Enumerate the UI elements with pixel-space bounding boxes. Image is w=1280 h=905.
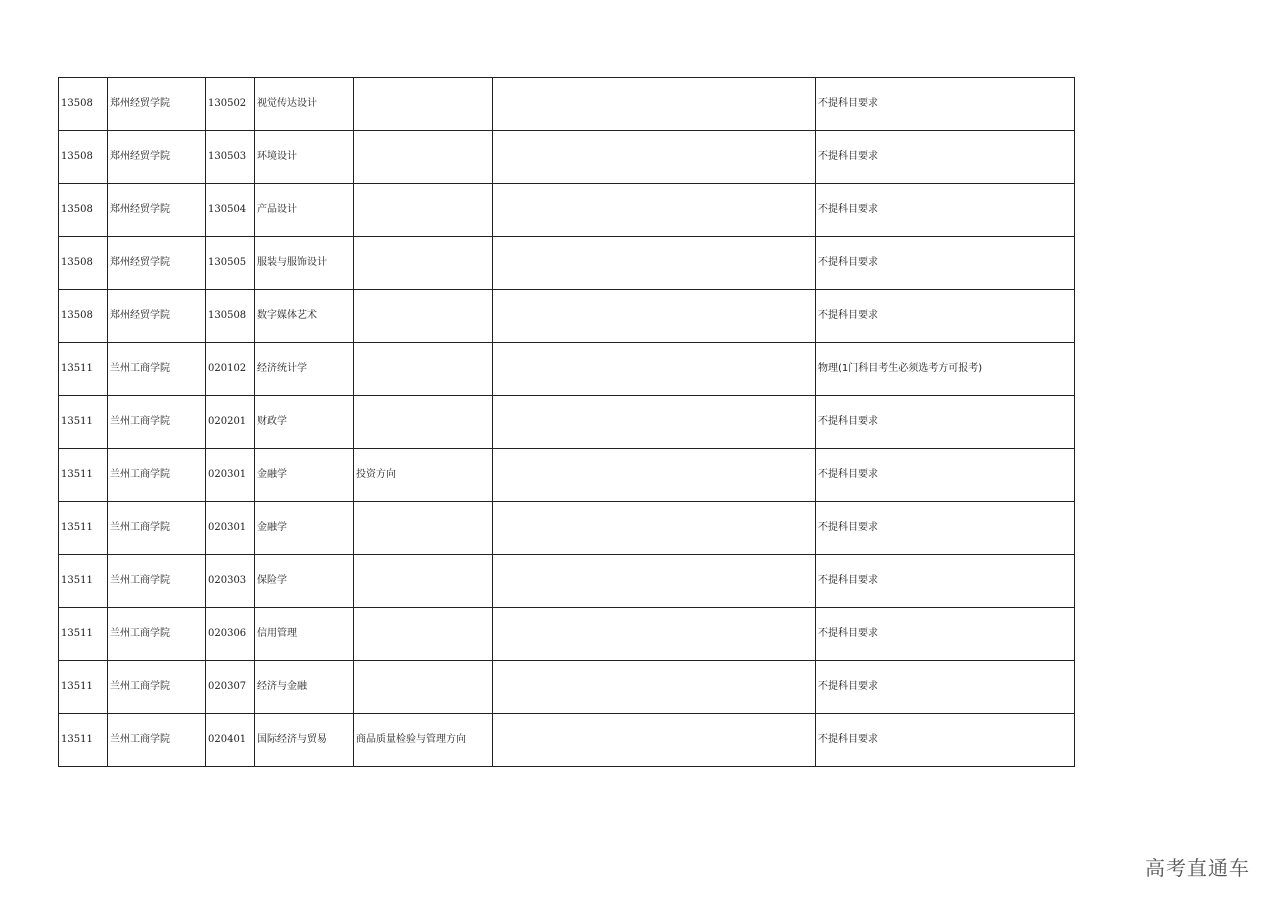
cell-major-code: 020401 [206, 714, 255, 767]
cell-major-name: 金融学 [255, 449, 354, 502]
table-row [59, 290, 1075, 343]
cell-major-name: 金融学 [255, 502, 354, 555]
cell-note [493, 714, 816, 767]
cell-major-name: 保险学 [255, 555, 354, 608]
cell-subject-requirement: 不提科目要求 [816, 502, 1075, 555]
cell-major-name: 国际经济与贸易 [255, 714, 354, 767]
cell-major-direction: 投资方向 [354, 449, 493, 502]
cell-note [493, 131, 816, 184]
cell-school-name: 兰州工商学院 [108, 714, 206, 767]
cell-subject-requirement: 不提科目要求 [816, 184, 1075, 237]
cell-major-code: 020301 [206, 502, 255, 555]
cell-major-direction [354, 661, 493, 714]
table-row [59, 608, 1075, 661]
cell-subject-requirement: 不提科目要求 [816, 555, 1075, 608]
cell-note [493, 449, 816, 502]
cell-major-name: 经济统计学 [255, 343, 354, 396]
cell-subject-requirement: 不提科目要求 [816, 237, 1075, 290]
cell-major-direction [354, 131, 493, 184]
cell-school-code: 13511 [59, 343, 108, 396]
cell-school-name: 兰州工商学院 [108, 661, 206, 714]
cell-school-code: 13508 [59, 131, 108, 184]
cell-major-code: 130504 [206, 184, 255, 237]
cell-subject-requirement: 不提科目要求 [816, 78, 1075, 131]
cell-major-code: 130502 [206, 78, 255, 131]
cell-major-code: 020303 [206, 555, 255, 608]
cell-subject-requirement: 物理(1门科目考生必须选考方可报考) [816, 343, 1075, 396]
cell-school-name: 兰州工商学院 [108, 396, 206, 449]
cell-subject-requirement: 不提科目要求 [816, 714, 1075, 767]
cell-major-name: 财政学 [255, 396, 354, 449]
cell-school-code: 13511 [59, 661, 108, 714]
cell-school-code: 13511 [59, 608, 108, 661]
cell-note [493, 343, 816, 396]
cell-school-code: 13511 [59, 555, 108, 608]
cell-school-code: 13511 [59, 714, 108, 767]
table-row [59, 714, 1075, 767]
cell-school-code: 13508 [59, 184, 108, 237]
watermark-logo-text: 高考直通车 [1145, 856, 1250, 880]
cell-subject-requirement: 不提科目要求 [816, 449, 1075, 502]
cell-subject-requirement: 不提科目要求 [816, 131, 1075, 184]
cell-major-code: 130503 [206, 131, 255, 184]
cell-major-name: 服装与服饰设计 [255, 237, 354, 290]
cell-note [493, 78, 816, 131]
cell-school-name: 兰州工商学院 [108, 555, 206, 608]
cell-major-code: 020102 [206, 343, 255, 396]
cell-school-name: 兰州工商学院 [108, 502, 206, 555]
cell-school-name: 郑州经贸学院 [108, 78, 206, 131]
cell-note [493, 661, 816, 714]
cell-major-code: 020201 [206, 396, 255, 449]
table-row [59, 184, 1075, 237]
cell-note [493, 290, 816, 343]
table-row [59, 502, 1075, 555]
cell-major-direction [354, 237, 493, 290]
cell-major-direction [354, 502, 493, 555]
cell-major-name: 视觉传达设计 [255, 78, 354, 131]
cell-school-name: 兰州工商学院 [108, 608, 206, 661]
cell-school-code: 13511 [59, 502, 108, 555]
cell-school-name: 兰州工商学院 [108, 343, 206, 396]
cell-subject-requirement: 不提科目要求 [816, 661, 1075, 714]
cell-subject-requirement: 不提科目要求 [816, 290, 1075, 343]
cell-major-direction [354, 608, 493, 661]
table-row [59, 343, 1075, 396]
cell-major-direction [354, 78, 493, 131]
cell-major-name: 环境设计 [255, 131, 354, 184]
cell-major-code: 130505 [206, 237, 255, 290]
cell-major-code: 020307 [206, 661, 255, 714]
table-row [59, 661, 1075, 714]
cell-note [493, 608, 816, 661]
cell-major-name: 数字媒体艺术 [255, 290, 354, 343]
table-row [59, 396, 1075, 449]
cell-note [493, 184, 816, 237]
cell-major-direction [354, 555, 493, 608]
cell-school-code: 13508 [59, 237, 108, 290]
cell-school-name: 郑州经贸学院 [108, 184, 206, 237]
cell-school-name: 兰州工商学院 [108, 449, 206, 502]
cell-major-direction [354, 290, 493, 343]
cell-note [493, 237, 816, 290]
cell-major-name: 产品设计 [255, 184, 354, 237]
cell-school-code: 13508 [59, 290, 108, 343]
table-row [59, 449, 1075, 502]
admission-requirements-table [58, 77, 1075, 767]
cell-school-code: 13511 [59, 396, 108, 449]
cell-major-code: 020306 [206, 608, 255, 661]
cell-subject-requirement: 不提科目要求 [816, 608, 1075, 661]
table-row [59, 131, 1075, 184]
cell-school-name: 郑州经贸学院 [108, 131, 206, 184]
table-row [59, 78, 1075, 131]
cell-major-name: 信用管理 [255, 608, 354, 661]
cell-note [493, 555, 816, 608]
cell-major-direction [354, 184, 493, 237]
cell-subject-requirement: 不提科目要求 [816, 396, 1075, 449]
cell-note [493, 396, 816, 449]
cell-major-direction: 商品质量检验与管理方向 [354, 714, 493, 767]
cell-major-name: 经济与金融 [255, 661, 354, 714]
table-row [59, 237, 1075, 290]
cell-school-code: 13508 [59, 78, 108, 131]
cell-major-direction [354, 396, 493, 449]
cell-major-code: 020301 [206, 449, 255, 502]
cell-note [493, 502, 816, 555]
cell-school-name: 郑州经贸学院 [108, 237, 206, 290]
cell-school-code: 13511 [59, 449, 108, 502]
table-body [59, 78, 1075, 767]
cell-major-direction [354, 343, 493, 396]
cell-school-name: 郑州经贸学院 [108, 290, 206, 343]
cell-major-code: 130508 [206, 290, 255, 343]
table-row [59, 555, 1075, 608]
